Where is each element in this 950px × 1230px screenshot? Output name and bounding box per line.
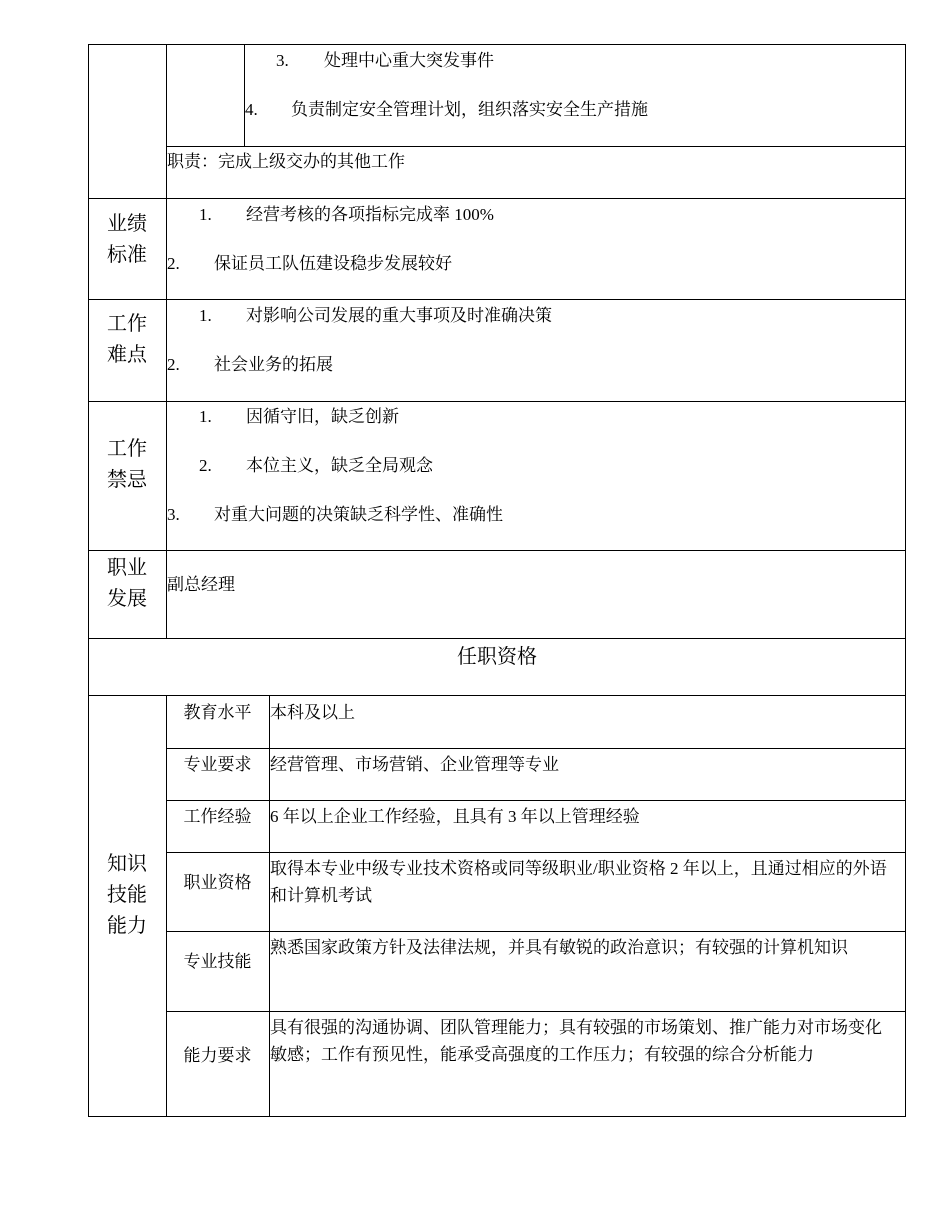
divider [88,401,906,402]
qualification-value: 具有很强的沟通协调、团队管理能力；具有较强的市场策划、推广能力对市场变化敏感；工作有预见性，能承受高强度的工作压力；有较强的综合分析能力 [270,1018,882,1064]
divider [88,638,906,639]
divider [166,146,906,147]
taboo-item: 因循守旧，缺乏创新 [246,407,399,426]
taboo-item: 对重大问题的决策缺乏科学性、准确性 [214,505,503,524]
divider [166,800,906,801]
divider [244,44,245,146]
list-number: 1. [199,306,212,325]
qualification-label: 专业要求 [183,755,252,774]
qualification-label: 工作经验 [183,807,252,826]
difficulty-item: 社会业务的拓展 [214,355,333,374]
qualification-label: 职业资格 [183,873,252,892]
list-number: 3. [276,51,289,70]
section-label-career: 职业 发展 [107,557,147,610]
section-label-difficulties: 工作 难点 [107,313,147,366]
performance-item: 经营考核的各项指标完成率 100% [246,205,494,224]
divider [166,1011,906,1012]
list-number: 3. [167,505,180,524]
divider [88,299,906,300]
qualification-label: 专业技能 [183,952,252,971]
responsibility-item: 负责制定安全管理计划，组织落实安全生产措施 [291,100,648,119]
other-duty: 职责：完成上级交办的其他工作 [167,152,405,171]
section-label-performance: 业绩 标准 [107,213,147,266]
qualification-value: 熟悉国家政策方针及法律法规，并具有敏锐的政治意识；有较强的计算机知识 [270,938,848,957]
qualification-value: 经营管理、市场营销、企业管理等专业 [270,755,559,774]
taboo-item: 本位主义，缺乏全局观念 [246,456,433,475]
divider [166,931,906,932]
list-number: 2. [199,456,212,475]
performance-item: 保证员工队伍建设稳步发展较好 [214,254,452,273]
divider [88,695,906,696]
list-number: 4. [245,100,258,119]
career-value: 副总经理 [167,575,235,594]
qualifications-title: 任职资格 [457,646,537,668]
list-number: 2. [167,355,180,374]
divider [166,852,906,853]
qualification-label: 教育水平 [183,703,252,722]
section-label-knowledge: 知识 技能 能力 [107,853,147,937]
qualification-value: 6 年以上企业工作经验，且具有 3 年以上管理经验 [270,807,640,826]
difficulty-item: 对影响公司发展的重大事项及时准确决策 [246,306,552,325]
list-number: 1. [199,205,212,224]
divider [166,748,906,749]
qualification-value: 本科及以上 [270,703,355,722]
list-number: 2. [167,254,180,273]
section-label-taboos: 工作 禁忌 [107,438,147,491]
qualification-label: 能力要求 [183,1046,252,1065]
divider [88,550,906,551]
divider [166,44,167,638]
qualification-value: 取得本专业中级专业技术资格或同等级职业/职业资格 2 年以上，且通过相应的外语和计算机考试 [270,859,887,905]
responsibility-item: 处理中心重大突发事件 [324,51,494,70]
list-number: 1. [199,407,212,426]
divider [88,198,906,199]
